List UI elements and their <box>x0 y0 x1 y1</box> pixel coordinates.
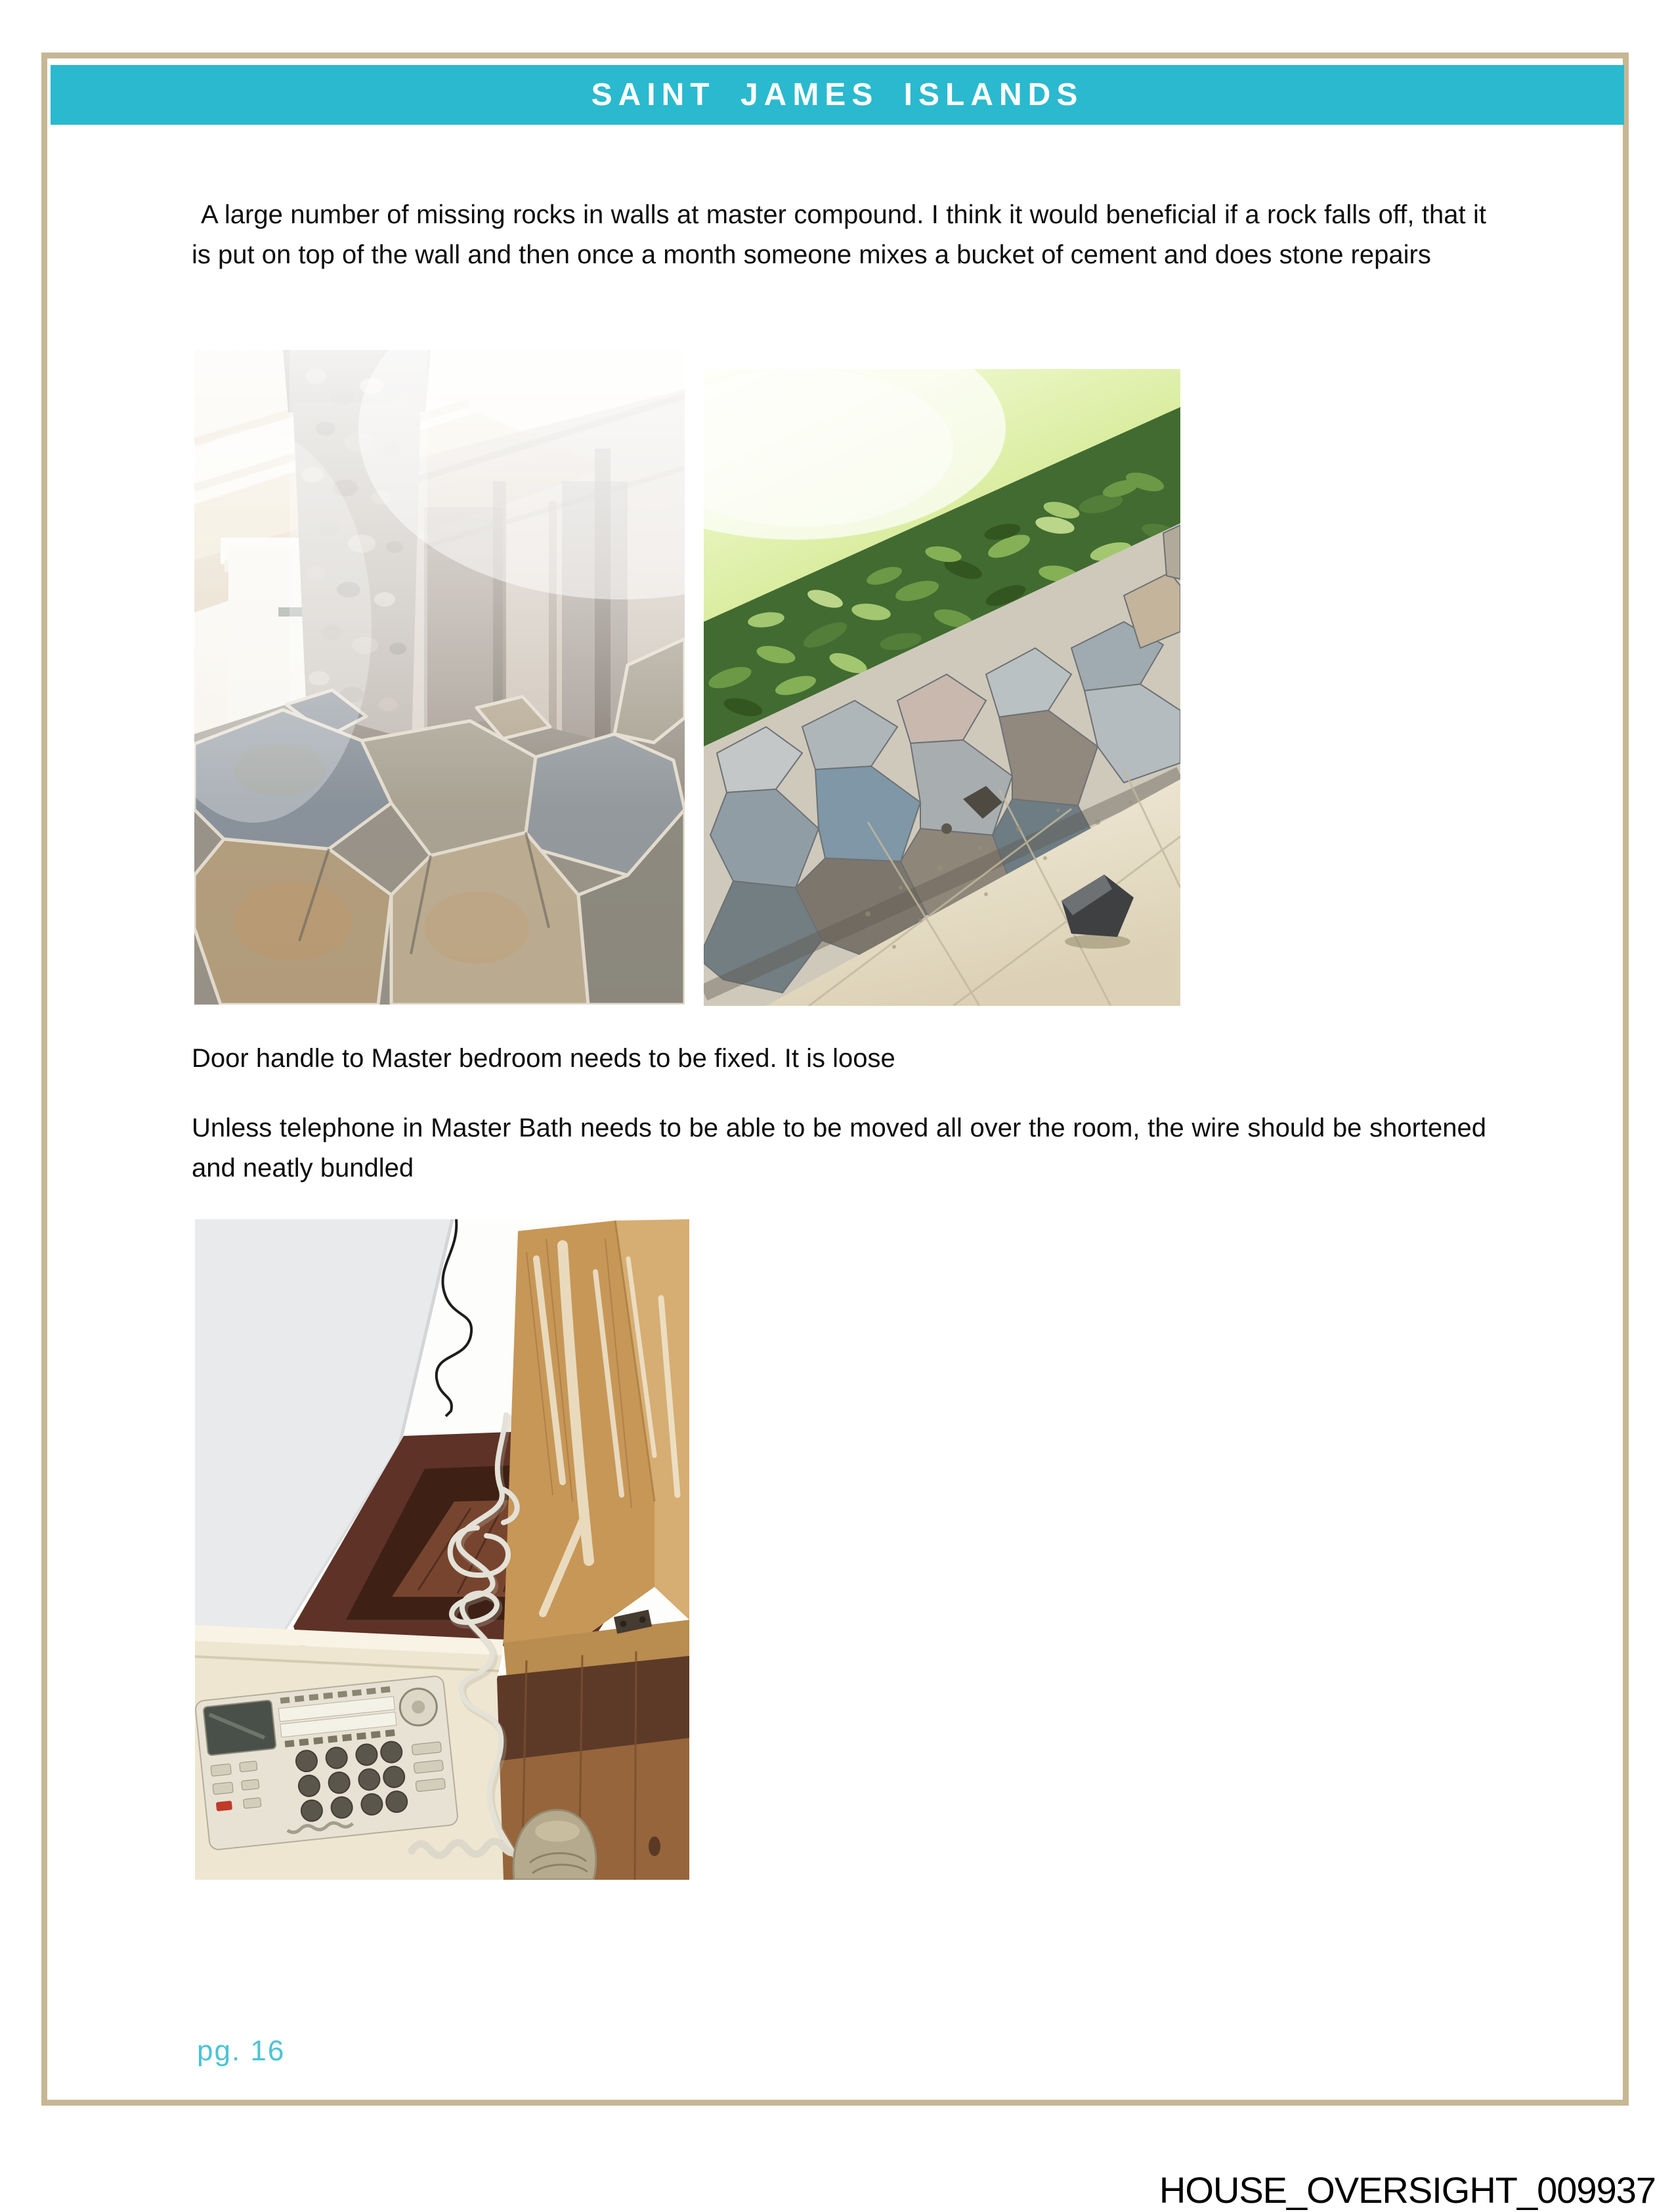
paragraph-telephone-wire: Unless telephone in Master Bath needs to be able to be moved all over the room, the wire should be shortened and neatly bundled <box>192 1114 1486 1182</box>
paragraph-door-handle: Door handle to Master bedroom needs to be fixed. It is loose <box>192 1044 895 1073</box>
photo-collapsed-rock-wall-image <box>194 350 685 1005</box>
photo-telephone-wire-image <box>195 1219 689 1880</box>
photo-telephone-wire <box>195 1219 689 1880</box>
paragraph-missing-rocks: A large number of missing rocks in walls at master compound. I think it would beneficial if a rock falls off, that it is put on top of the wall and then once a month someone mixes a bucket of cement and does stone repairs <box>192 200 1486 269</box>
photo-garden-rock-wall <box>704 369 1180 1006</box>
photo-collapsed-rock-wall <box>194 350 685 1005</box>
bates-stamp: HOUSE_OVERSIGHT_009937 <box>1159 2169 1656 2211</box>
page-number-label: pg. 16 <box>197 2035 286 2067</box>
header-banner <box>51 65 1624 125</box>
header-title: SAINT JAMES ISLANDS <box>591 77 1084 112</box>
photo-garden-rock-wall-image <box>704 369 1180 1006</box>
